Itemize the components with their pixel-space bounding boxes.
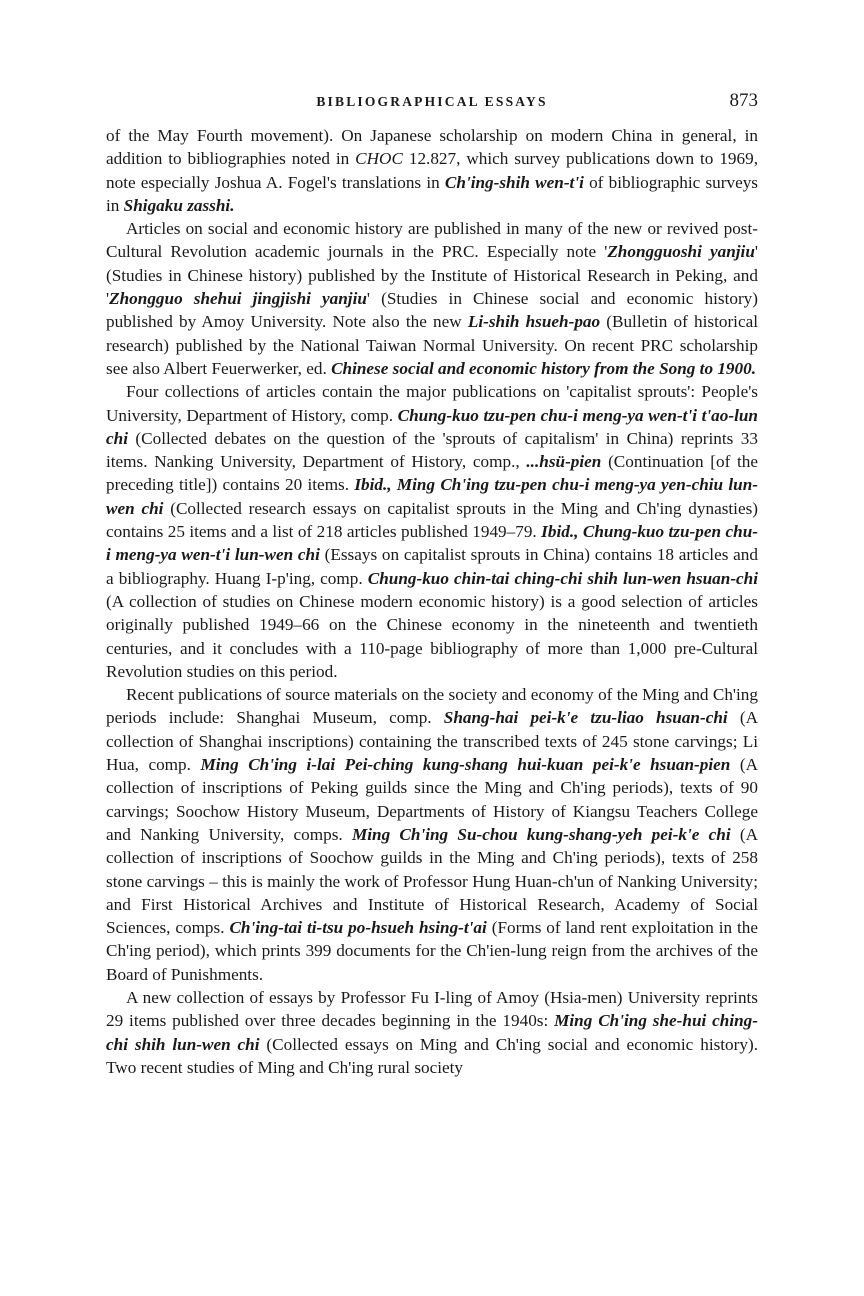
text-run: (Essays on capitalist sprouts in China) contains 18 articles and a bibliography. Huang I-p'ing, comp. bbox=[106, 545, 758, 588]
title-citation: Chung-kuo tzu-pen chu-i meng-ya wen-t'i t'ao-lun chi bbox=[106, 405, 758, 448]
title-citation: Ibid., Ming Ch'ing tzu-pen chu-i meng-ya yen-chiu lun-wen chi bbox=[106, 475, 758, 518]
text-run: ' (Studies in Chinese history) published by the Institute of Historical Research in Peking, and ' bbox=[106, 242, 758, 309]
text-run: (A collection of studies on Chinese modern economic history) is a good selection of articles originally published 1949–66 on the Chinese economy in the nineteenth and twentieth centuries, and it concludes with a 110-page bibliography of more than 1,000 pre-Cultural Revolution studies on this period. bbox=[106, 591, 758, 681]
title-citation: Ch'ing-shih wen-t'i bbox=[444, 172, 584, 192]
title-citation: Shang-hai pei-k'e tzu-liao hsuan-chi bbox=[443, 708, 728, 728]
paragraph bbox=[106, 217, 758, 380]
text-run: ' (Studies in Chinese social and economic history) published by Amoy University. Note also the new bbox=[106, 289, 758, 332]
text-run: Recent publications of source materials on the society and economy of the Ming and Ch'ing periods include: Shanghai Museum, comp. bbox=[106, 685, 758, 728]
text-run: A new collection of essays by Professor Fu I-ling of Amoy (Hsia-men) University reprints 29 items published over three decades beginning in the 1940s: bbox=[106, 987, 758, 1031]
title-citation: Ch'ing-tai ti-tsu po-hsueh hsing-t'ai bbox=[229, 918, 487, 938]
text-run: 12.827, which survey publications down to 1969, note especially Joshua A. Fogel's translations in bbox=[106, 149, 758, 192]
paragraph bbox=[106, 986, 758, 1079]
text-run: (Collected research essays on capitalist sprouts in the Ming and Ch'ing dynasties) contains 25 items and a list of 218 articles published 1949–79. bbox=[106, 498, 758, 542]
text-run: Four collections of articles contain the major publications on 'capitalist sprouts': People's University, Department of History, comp. bbox=[106, 382, 758, 425]
text-run: (Forms of land rent exploitation in the Ch'ing period), which prints 399 documents for the Ch'ien-lung reign from the archives of the Board of Punishments. bbox=[106, 918, 758, 984]
text-run: of bibliographic surveys in bbox=[106, 172, 758, 215]
title-citation: Shigaku zasshi. bbox=[123, 195, 235, 215]
title-citation: Zhongguoshi yanjiu bbox=[607, 242, 755, 262]
text-run: (Collected essays on Ming and Ch'ing social and economic history). Two recent studies of Ming and Ch'ing rural society bbox=[106, 1034, 758, 1077]
essay-body bbox=[106, 124, 758, 1079]
italic-citation: CHOC bbox=[355, 149, 403, 169]
title-citation: Ming Ch'ing she-hui ching-chi shih lun-wen chi bbox=[106, 1011, 758, 1054]
paragraph bbox=[106, 380, 758, 683]
title-citation: Ming Ch'ing i-lai Pei-ching kung-shang hui-kuan pei-k'e hsuan-pien bbox=[200, 755, 731, 775]
text-run: (Bulletin of historical research) published by the National Taiwan Normal University. On recent PRC scholarship see also Albert Feuerwerker, ed. bbox=[106, 312, 758, 378]
page-number: 873 bbox=[729, 90, 758, 111]
text-run: of the May Fourth movement). On Japanese scholarship on modern China in general, in addition to bibliographies noted in bbox=[106, 126, 758, 169]
paragraph bbox=[106, 683, 758, 986]
title-citation: Chinese social and economic history from the Song to 1900. bbox=[331, 358, 757, 378]
title-citation: Li-shih hsueh-pao bbox=[467, 312, 601, 332]
title-citation: Ibid., Chung-kuo tzu-pen chu-i meng-ya wen-t'i lun-wen chi bbox=[106, 522, 758, 565]
text-run: (A collection of Shanghai inscriptions) containing the transcribed texts of 245 stone carvings; Li Hua, comp. bbox=[106, 708, 758, 775]
title-citation: Zhongguo shehui jingjishi yanjiu bbox=[109, 289, 367, 309]
running-header bbox=[106, 90, 758, 116]
paragraph bbox=[106, 124, 758, 217]
text-run: (A collection of inscriptions of Peking guilds since the Ming and Ch'ing periods), texts of 90 carvings; Soochow History Museum, Departments of History of Kiangsu Teachers College and Nanking University, comps. bbox=[106, 755, 758, 844]
title-citation: Ming Ch'ing Su-chou kung-shang-yeh pei-k'e chi bbox=[351, 824, 731, 844]
title-citation: Chung-kuo chin-tai ching-chi shih lun-wen hsuan-chi bbox=[367, 568, 758, 588]
text-run: Articles on social and economic history are published in many of the new or revived post-Cultural Revolution academic journals in the PRC. Especially note ' bbox=[106, 219, 758, 262]
text-run: (Collected debates on the question of the 'sprouts of capitalism' in China) reprints 33 items. Nanking University, Department of History, comp., bbox=[106, 428, 758, 472]
running-title: BIBLIOGRAPHICAL ESSAYS bbox=[316, 94, 548, 109]
text-run: (Continuation [of the preceding title]) contains 20 items. bbox=[106, 452, 758, 495]
text-run: (A collection of inscriptions of Soochow guilds in the Ming and Ch'ing periods), texts of 258 stone carvings – this is mainly the work of Professor Hung Huan-ch'un of Nanking University; and First Historical Archives and Institute of Historical Research, Academy of Social Sciences, comps. bbox=[106, 824, 759, 938]
title-citation: ...hsü-pien bbox=[526, 452, 602, 472]
